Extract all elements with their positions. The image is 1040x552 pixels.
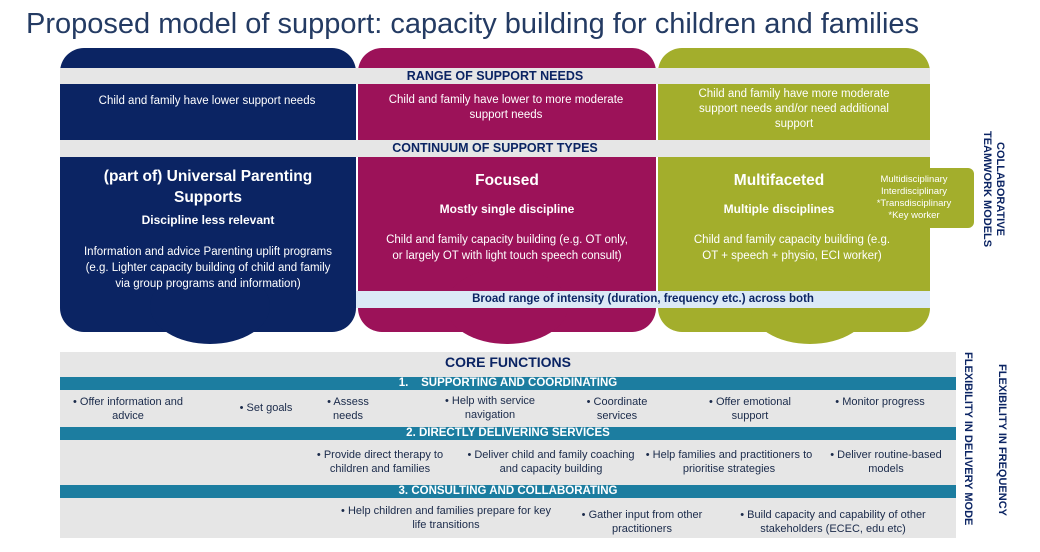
f2-item: • Help families and practitioners to prioritise strategies: [645, 449, 813, 475]
focused-body: Child and family capacity building (e.g. OT only, or largely OT with light touch speech consult): [386, 234, 628, 262]
f1-item: • Set goals: [239, 402, 293, 414]
universal-body: Information and advice Parenting uplift programs (e.g. Lighter capacity building of child and family via group programs and information): [83, 246, 333, 290]
teamwork-model: Interdisciplinary: [881, 186, 947, 197]
f2-item: • Provide direct therapy to children and families: [316, 449, 444, 475]
flexibility-frequency-label: FLEXIBILITY IN FREQUENCY: [996, 364, 1008, 516]
page-title: Proposed model of support: capacity building for children and families: [26, 8, 920, 40]
f1-item: • Help with service navigation: [444, 395, 536, 421]
multifaceted-title: Multifaceted: [733, 172, 825, 189]
need-lower: Child and family have lower support needs: [98, 95, 316, 107]
universal-title: (part of) Universal Parenting Supports: [103, 168, 313, 206]
intensity-band: Broad range of intensity (duration, frequency etc.) across both: [356, 291, 930, 308]
f1-item: • Offer emotional support: [709, 396, 791, 422]
function-2-bar: 2. DIRECTLY DELIVERING SERVICES: [60, 427, 956, 440]
f1-item: • Coordinate services: [586, 396, 648, 422]
universal-subtitle: Discipline less relevant: [141, 213, 275, 227]
f1-item: • Assess needs: [327, 396, 369, 422]
focused-title: Focused: [475, 172, 539, 189]
focused-subtitle: Mostly single discipline: [439, 202, 575, 216]
f3-item: • Help children and families prepare for key life transitions: [341, 505, 551, 531]
teamwork-model: *Transdisciplinary: [876, 198, 952, 209]
core-functions-title: CORE FUNCTIONS: [445, 354, 571, 370]
teamwork-model: Multidisciplinary: [880, 174, 948, 185]
f1-item: • Monitor progress: [835, 396, 925, 408]
f1-item: • Offer information and advice: [72, 396, 184, 422]
flexibility-delivery-label: FLEXIBILITY IN DELIVERY MODE: [962, 352, 974, 526]
teamwork-label: COLLABORATIVE TEAMWORK MODELS: [981, 130, 1006, 248]
range-band: RANGE OF SUPPORT NEEDS: [60, 68, 930, 84]
teamwork-models: [868, 174, 960, 222]
f3-item: • Build capacity and capability of other stakeholders (ECEC, edu etc): [740, 509, 926, 535]
function-1-bar: 1. SUPPORTING AND COORDINATING: [60, 377, 956, 390]
continuum-band: CONTINUUM OF SUPPORT TYPES: [60, 140, 930, 157]
function-3-bar: 3. CONSULTING AND COLLABORATING: [60, 485, 956, 498]
teamwork-model: *Key worker: [888, 210, 940, 221]
need-additional: Child and family have more moderate support needs and/or need additional support: [698, 88, 890, 130]
need-moderate: Child and family have lower to more moderate support needs: [388, 94, 624, 121]
f2-item: • Deliver child and family coaching and capacity building: [467, 449, 635, 475]
f2-item: • Deliver routine-based models: [830, 449, 942, 475]
multifaceted-body: Child and family capacity building (e.g. OT + speech + physio, ECI worker): [693, 234, 891, 262]
f3-item: • Gather input from other practitioners: [581, 509, 703, 535]
multifaceted-subtitle: Multiple disciplines: [723, 202, 835, 216]
